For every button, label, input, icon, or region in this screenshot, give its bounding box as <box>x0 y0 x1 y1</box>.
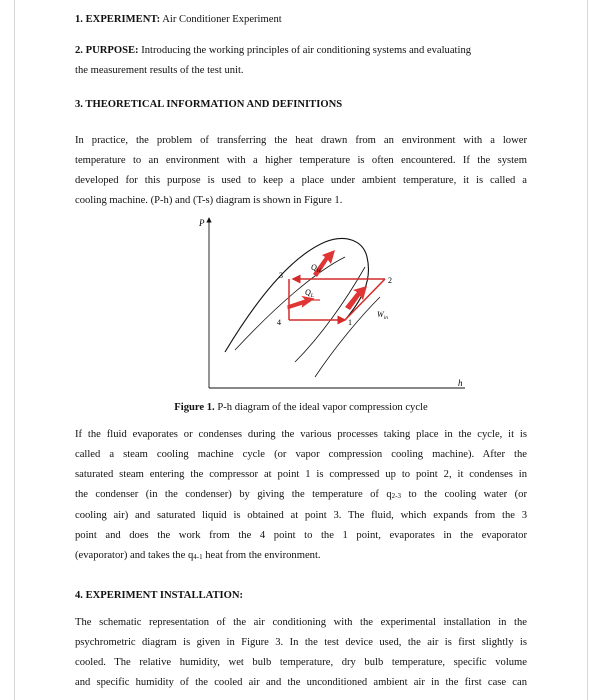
section-3-heading: 3. THEORETICAL INFORMATION AND DEFINITIONS <box>75 99 343 110</box>
paragraph-line: cooling machine. (P-h) and (T-s) diagram is shown in Figure 1. <box>75 195 343 206</box>
saturation-dome <box>225 238 368 352</box>
section-2-number: 2. <box>75 45 83 56</box>
paragraph-line: developed for this purpose is used to keep a place under ambient temperature, it is called a <box>75 175 527 186</box>
section-1-text: Air Conditioner Experiment <box>160 14 282 25</box>
paragraph-line: cooled. The relative humidity, wet bulb temperature, dry bulb temperature, specific volume <box>75 657 527 668</box>
section-1-experiment <box>75 10 282 30</box>
paragraph-line <box>75 546 527 567</box>
constant-entropy-line <box>235 257 345 350</box>
q41-subscript: 4-1 <box>193 553 203 561</box>
point-3-label: 3 <box>279 271 283 280</box>
section-4-heading: 4. EXPERIMENT INSTALLATION: <box>75 590 244 601</box>
section-3-paragraph <box>75 131 527 211</box>
section-1-label: EXPERIMENT: <box>85 14 161 25</box>
section-2-text: Introducing the working principles of air conditioning systems and evaluating <box>138 45 472 56</box>
work-input-arrow <box>345 286 367 310</box>
y-axis-label: P <box>199 218 205 228</box>
point-1-label: 1 <box>348 318 352 327</box>
caption-text: P-h diagram of the ideal vapor compression cycle <box>214 402 428 413</box>
paragraph-line: saturated steam entering the compressor at point 1 is compressed up to point 2, it condenses in <box>75 469 527 480</box>
line-text: the condenser (in the condenser) by giving the temperature of q <box>75 489 392 500</box>
page-right-edge <box>587 0 588 700</box>
section-2-purpose <box>75 41 527 81</box>
work-label <box>377 310 388 321</box>
section-2-line-2: the measurement results of the test unit. <box>75 65 244 76</box>
paragraph-line: The schematic representation of the air conditioning with the experimental installation in the <box>75 617 527 628</box>
cycle-description-paragraph <box>75 425 527 567</box>
caption-label: Figure 1. <box>174 402 215 413</box>
paragraph-line: point and does the work from the 4 point to the 1 point, evaporates in the evaporator <box>75 530 527 541</box>
paragraph-line <box>75 485 527 506</box>
x-axis-label: h <box>458 378 463 388</box>
section-1-number: 1. <box>75 14 83 25</box>
paragraph-line: cooling air) and saturated liquid is obtained at point 3. The fluid, which expands from the 3 <box>75 510 527 521</box>
paragraph-line: called a steam cooling machine cycle (or vapor compression cooling machine). After the <box>75 449 527 460</box>
ph-diagram-figure <box>195 212 475 397</box>
w-subscript: in <box>383 315 388 321</box>
compression-curve <box>315 297 380 377</box>
point-2-label: 2 <box>388 276 392 285</box>
qh-subscript: H <box>316 268 321 274</box>
section-4-paragraph <box>75 613 527 693</box>
constant-entropy-line <box>295 267 365 362</box>
figure-caption <box>75 398 527 418</box>
paragraph-line: psychrometric diagram is given in Figure 3. In the test device used, the air is first slightly is <box>75 637 527 648</box>
paragraph-line: In practice, the problem of transferring the heat drawn from an environment with a lower <box>75 135 527 146</box>
line-text: heat from the environment. <box>202 550 321 561</box>
w-symbol: W <box>377 310 384 319</box>
section-2-line-1 <box>75 41 527 61</box>
ql-subscript: L <box>310 293 314 299</box>
paragraph-line: and specific humidity of the cooled air and the unconditioned ambient air in the first case can <box>75 677 527 688</box>
section-2-label: PURPOSE: <box>85 45 139 56</box>
point-4-label: 4 <box>277 318 281 327</box>
page-left-edge <box>14 0 15 700</box>
ql-symbol: Q <box>305 288 311 297</box>
q23-subscript: 2-3 <box>391 492 402 500</box>
paragraph-line: If the fluid evaporates or condenses during the various processes taking place in the cycle, it is <box>75 429 527 440</box>
qh-symbol: Q <box>311 263 317 272</box>
paragraph-line: temperature to an environment with a higher temperature is often encountered. If the system <box>75 155 527 166</box>
line-text: (evaporator) and takes the q <box>75 550 194 561</box>
line-text: to the cooling water (or <box>401 489 527 500</box>
